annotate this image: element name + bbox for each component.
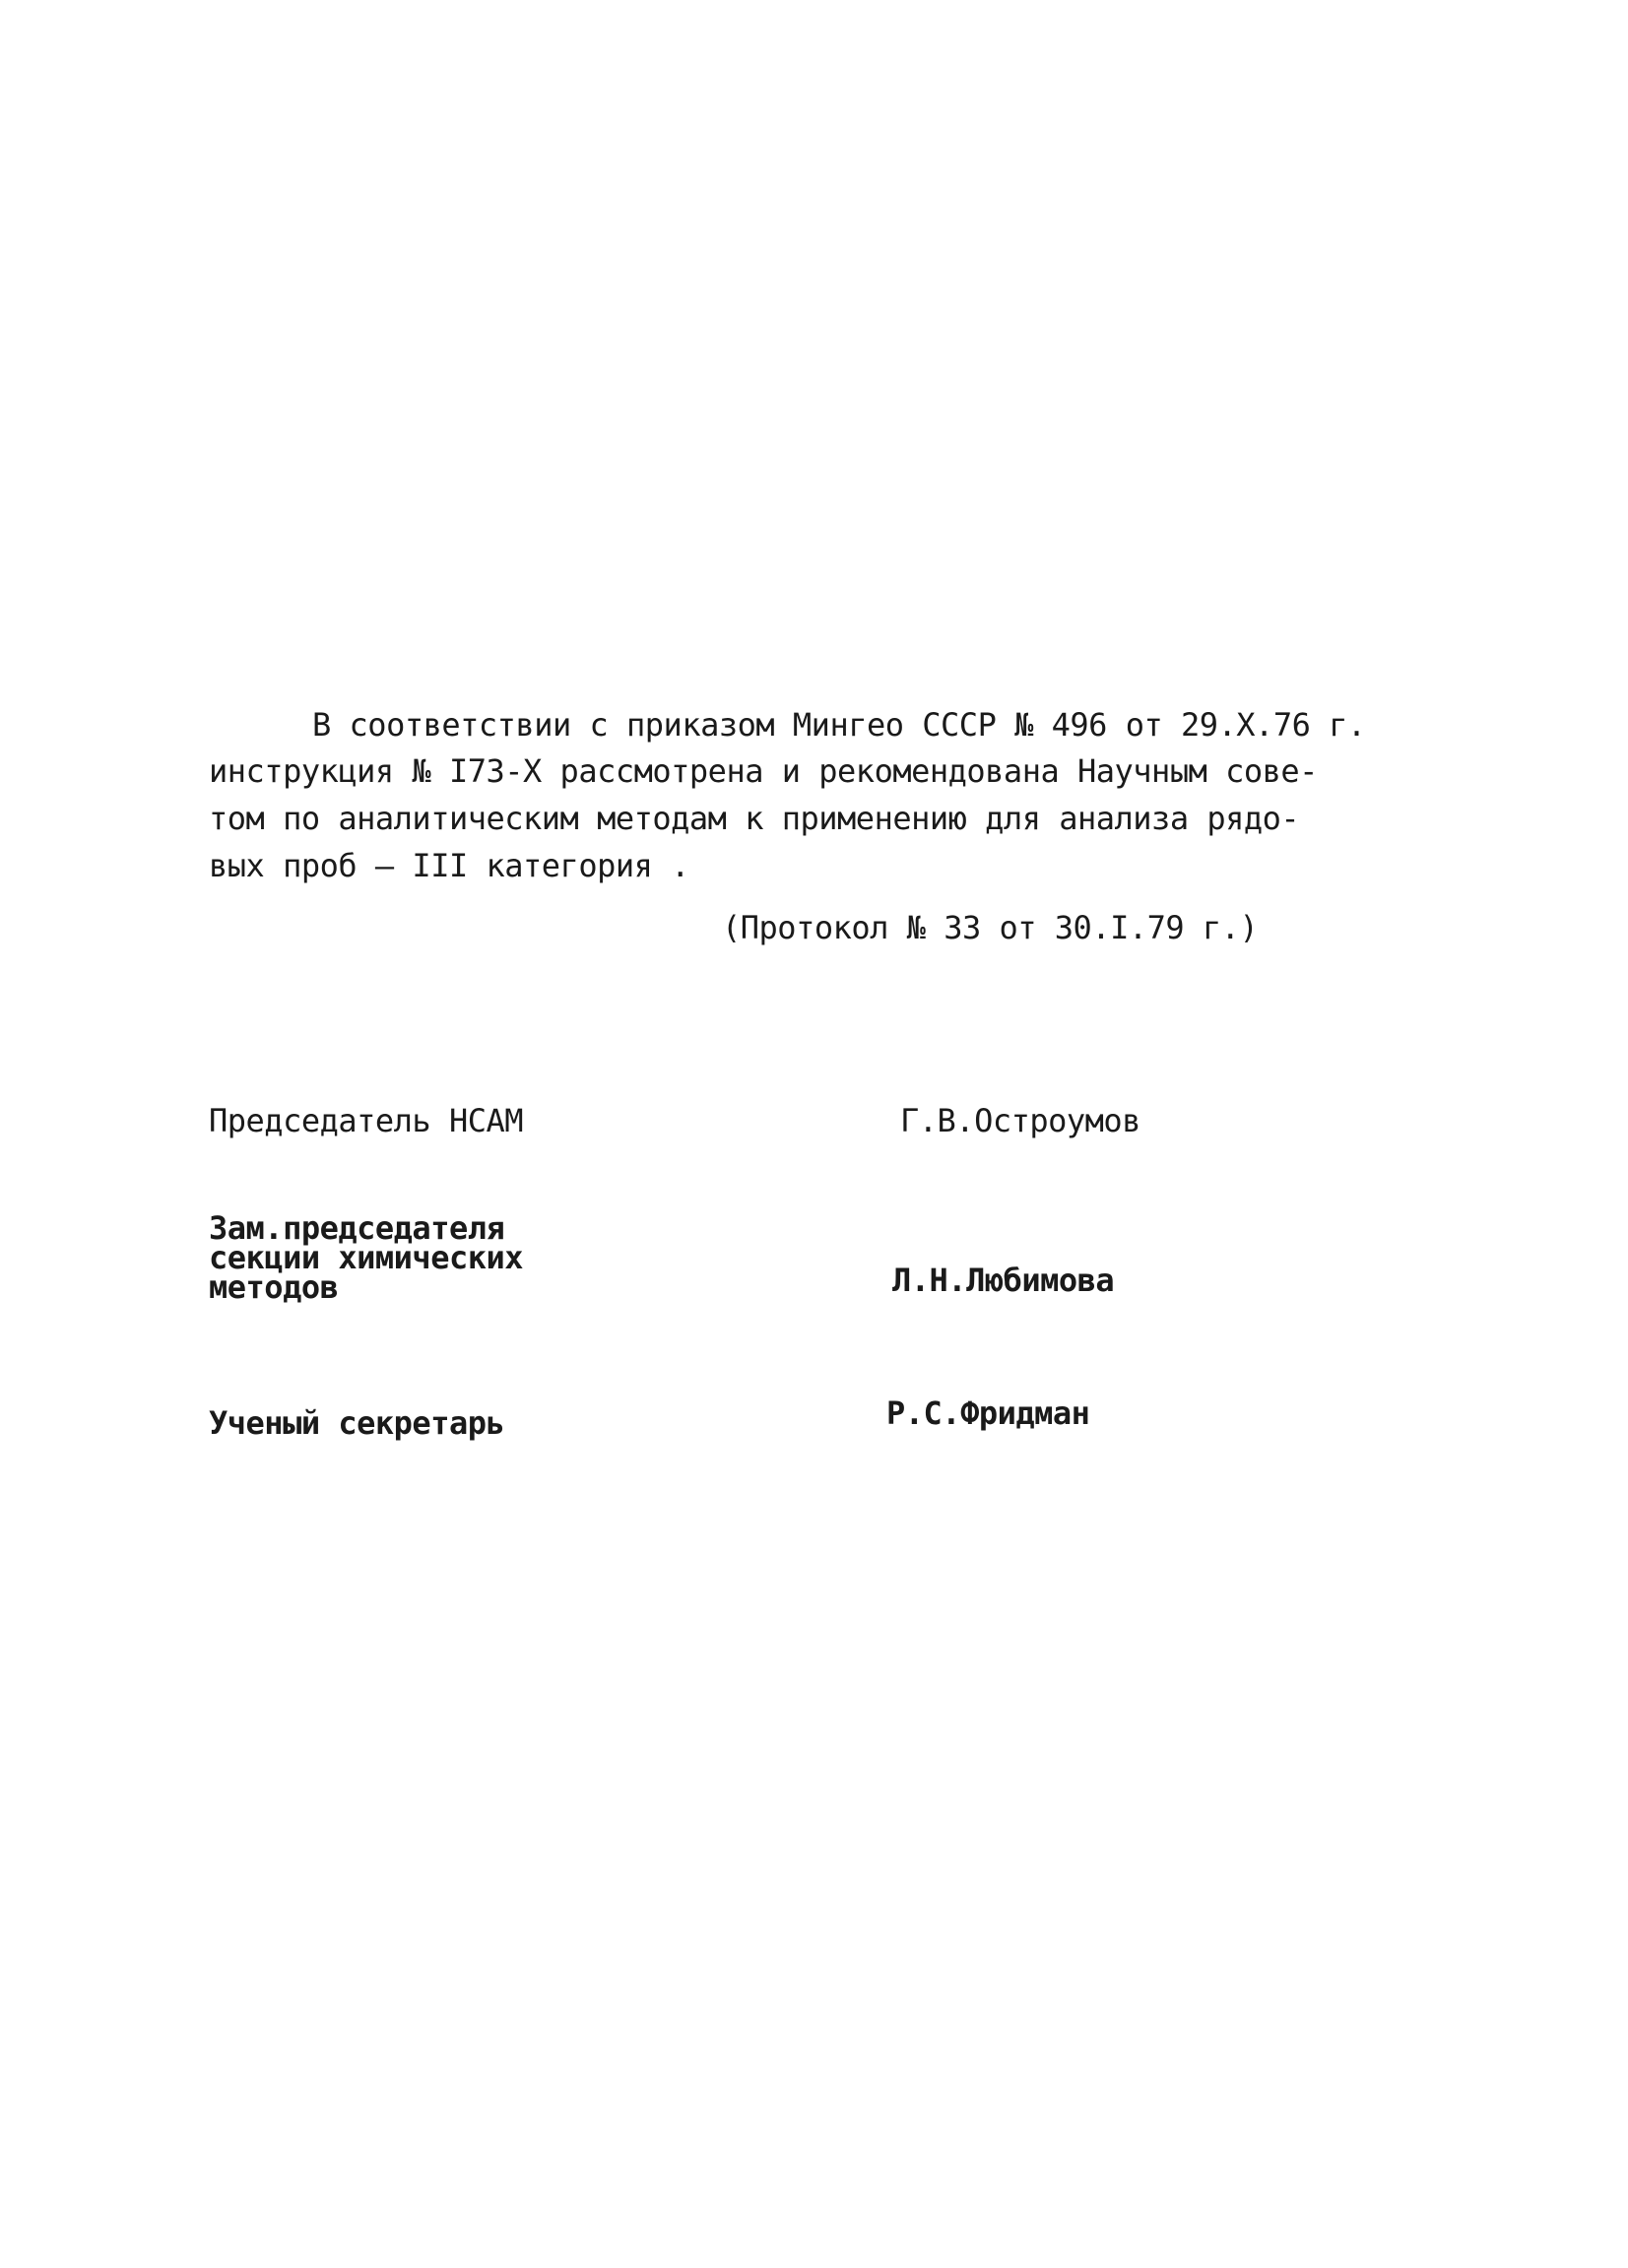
approval-line-4: вых проб – III категория . [209,847,689,884]
signature-name-chairman: Г.В.Остроумов [900,1102,1140,1139]
approval-line-2: инструкция № I73-X рассмотрена и рекомендована Научным сове- [209,752,1318,790]
signature-name-deputy: Л.Н.Любимова [892,1262,1115,1299]
approval-line-1: В соответствии с приказом Мингео СССР № 496 от 29.X.76 г. [312,706,1366,744]
approval-line-3: том по аналитическим методам к применению для анализа рядо- [209,800,1300,837]
signature-name-secretary: Р.С.Фридман [886,1394,1090,1432]
signature-role-secretary: Ученый секретарь [209,1404,505,1442]
signature-role-deputy-line-3: методов [209,1268,339,1306]
protocol-reference: (Протокол № 33 от 30.I.79 г.) [722,909,1259,946]
signature-role-deputy-line-2: секции химических [209,1239,524,1276]
signature-role-chairman: Председатель НСАМ [209,1102,524,1139]
signature-role-deputy-line-1: Зам.председателя [209,1209,505,1247]
